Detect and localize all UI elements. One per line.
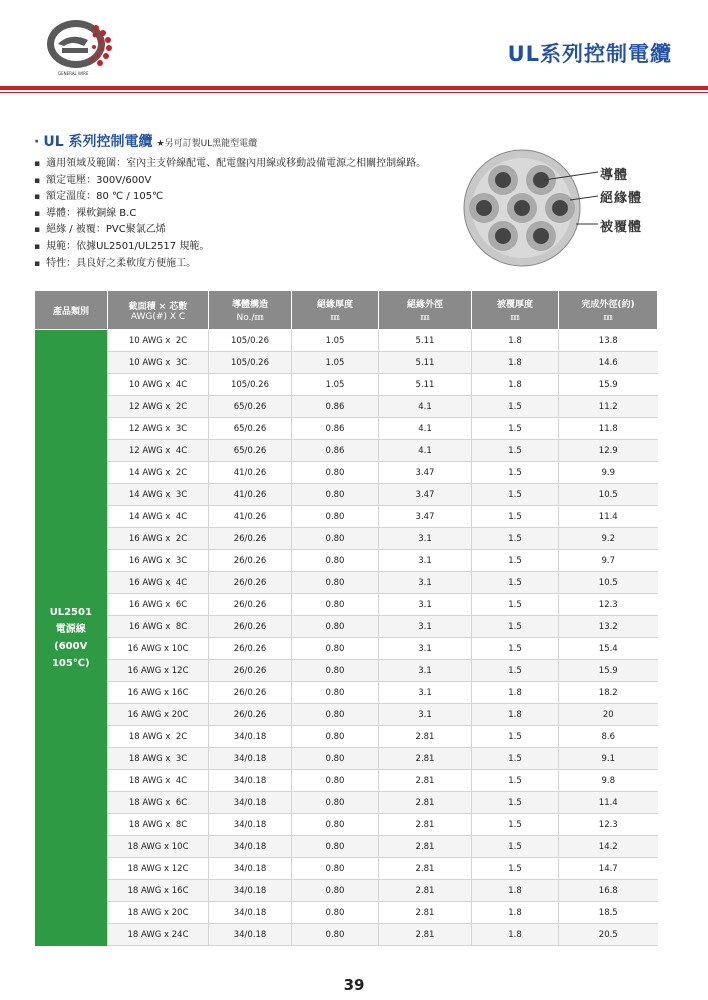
table-cell: 1.5: [472, 462, 559, 484]
table-cell: 16 AWG x 2C: [108, 528, 209, 550]
table-cell: 14.6: [559, 352, 658, 374]
table-cell: 18 AWG x 20C: [108, 902, 209, 924]
table-cell: 1.5: [472, 726, 559, 748]
table-cell: 0.80: [292, 792, 379, 814]
header-insulation-od: 絕緣外徑 ㎜: [379, 291, 472, 330]
table-cell: 2.81: [379, 814, 472, 836]
feature-item: ▪ 特性：具良好之柔軟度方便施工。: [34, 256, 426, 273]
table-cell: 34/0.18: [209, 770, 292, 792]
feature-item: ▪ 導體：裸軟銅線 B.C: [34, 206, 426, 223]
table-cell: 16 AWG x 10C: [108, 638, 209, 660]
table-cell: 65/0.26: [209, 418, 292, 440]
table-cell: 15.4: [559, 638, 658, 660]
table-cell: 16 AWG x 6C: [108, 594, 209, 616]
table-cell: 3.1: [379, 572, 472, 594]
table-cell: 26/0.26: [209, 704, 292, 726]
table-cell: 20.5: [559, 924, 658, 946]
table-row: [35, 506, 658, 528]
table-cell: 3.1: [379, 594, 472, 616]
header-insulation-thickness: 絕緣厚度 ㎜: [292, 291, 379, 330]
table-cell: 18 AWG x 12C: [108, 858, 209, 880]
table-row: [35, 704, 658, 726]
table-cell: 2.81: [379, 770, 472, 792]
table-cell: 16.8: [559, 880, 658, 902]
table-cell: 16 AWG x 12C: [108, 660, 209, 682]
table-row: [35, 836, 658, 858]
table-cell: 34/0.18: [209, 792, 292, 814]
table-cell: 18.5: [559, 902, 658, 924]
table-cell: 26/0.26: [209, 550, 292, 572]
table-cell: 3.1: [379, 704, 472, 726]
table-cell: 10.5: [559, 484, 658, 506]
table-cell: 0.80: [292, 550, 379, 572]
table-cell: 4.1: [379, 440, 472, 462]
table-row: [35, 814, 658, 836]
table-cell: 3.47: [379, 506, 472, 528]
table-cell: 0.80: [292, 704, 379, 726]
table-cell: 0.80: [292, 682, 379, 704]
table-cell: 0.80: [292, 462, 379, 484]
table-row: [35, 440, 658, 462]
table-row: [35, 726, 658, 748]
table-cell: 11.4: [559, 792, 658, 814]
table-cell: 0.80: [292, 572, 379, 594]
table-cell: 34/0.18: [209, 836, 292, 858]
table-cell: 16 AWG x 8C: [108, 616, 209, 638]
table-cell: 3.1: [379, 616, 472, 638]
table-cell: 10 AWG x 4C: [108, 374, 209, 396]
table-cell: 1.5: [472, 440, 559, 462]
table-cell: 2.81: [379, 902, 472, 924]
table-cell: 14 AWG x 3C: [108, 484, 209, 506]
table-cell: 2.81: [379, 924, 472, 946]
table-cell: 1.5: [472, 836, 559, 858]
table-row: [35, 792, 658, 814]
table-cell: 5.11: [379, 330, 472, 352]
table-cell: 16 AWG x 16C: [108, 682, 209, 704]
table-header-row: [35, 291, 658, 330]
table-cell: 9.7: [559, 550, 658, 572]
table-cell: 15.9: [559, 660, 658, 682]
table-cell: 1.5: [472, 770, 559, 792]
table-row: [35, 616, 658, 638]
table-cell: 65/0.26: [209, 396, 292, 418]
table-cell: 0.80: [292, 814, 379, 836]
table-cell: 1.8: [472, 924, 559, 946]
table-cell: 13.2: [559, 616, 658, 638]
table-cell: 1.5: [472, 506, 559, 528]
table-cell: 1.5: [472, 814, 559, 836]
table-cell: 1.5: [472, 484, 559, 506]
table-cell: 34/0.18: [209, 902, 292, 924]
table-cell: 34/0.18: [209, 880, 292, 902]
table-cell: 0.80: [292, 638, 379, 660]
table-cell: 34/0.18: [209, 924, 292, 946]
feature-item: ▪ 額定溫度：80 ℃ / 105℃: [34, 189, 426, 206]
table-cell: 4.1: [379, 396, 472, 418]
table-cell: 0.80: [292, 660, 379, 682]
table-cell: 3.1: [379, 528, 472, 550]
table-cell: 1.8: [472, 330, 559, 352]
header-category: 產品類別: [35, 291, 108, 330]
table-cell: 12 AWG x 3C: [108, 418, 209, 440]
table-cell: 18 AWG x 10C: [108, 836, 209, 858]
table-cell: 2.81: [379, 792, 472, 814]
table-cell: 18 AWG x 24C: [108, 924, 209, 946]
table-cell: 0.80: [292, 484, 379, 506]
table-cell: 3.47: [379, 462, 472, 484]
table-cell: 16 AWG x 4C: [108, 572, 209, 594]
table-cell: 18 AWG x 8C: [108, 814, 209, 836]
table-row: [35, 748, 658, 770]
table-cell: 0.80: [292, 902, 379, 924]
table-row: [35, 572, 658, 594]
table-row: [35, 594, 658, 616]
table-cell: 15.9: [559, 374, 658, 396]
table-row: [35, 330, 658, 352]
table-cell: 8.6: [559, 726, 658, 748]
table-cell: 1.5: [472, 572, 559, 594]
table-cell: 3.1: [379, 660, 472, 682]
table-row: [35, 418, 658, 440]
table-row: [35, 682, 658, 704]
table-cell: 26/0.26: [209, 682, 292, 704]
section-note: ★另可訂製UL黑龍型電纜: [156, 139, 258, 149]
callout-conductor: 導體: [600, 168, 629, 183]
table-cell: 26/0.26: [209, 638, 292, 660]
table-row: [35, 484, 658, 506]
table-cell: 26/0.26: [209, 528, 292, 550]
table-row: [35, 902, 658, 924]
callout-sheath: 被覆體: [600, 220, 643, 235]
page-number: 39: [343, 976, 365, 994]
table-cell: 0.80: [292, 924, 379, 946]
table-cell: 34/0.18: [209, 748, 292, 770]
feature-list: [34, 156, 426, 272]
table-row: [35, 880, 658, 902]
table-cell: 3.47: [379, 484, 472, 506]
table-cell: 0.86: [292, 418, 379, 440]
table-cell: 18.2: [559, 682, 658, 704]
table-cell: 11.8: [559, 418, 658, 440]
table-cell: 1.5: [472, 594, 559, 616]
table-cell: 14 AWG x 4C: [108, 506, 209, 528]
table-cell: 1.8: [472, 902, 559, 924]
table-cell: 105/0.26: [209, 374, 292, 396]
table-cell: 41/0.26: [209, 462, 292, 484]
table-row: [35, 528, 658, 550]
table-cell: 18 AWG x 2C: [108, 726, 209, 748]
table-row: [35, 858, 658, 880]
table-cell: 1.5: [472, 858, 559, 880]
feature-item: ▪ 絕緣 / 被覆：PVC聚氯乙烯: [34, 222, 426, 239]
table-cell: 105/0.26: [209, 330, 292, 352]
table-cell: 34/0.18: [209, 726, 292, 748]
page-title: UL系列控制電纜: [507, 42, 672, 66]
category-line: UL2501: [49, 606, 92, 618]
table-cell: 18 AWG x 3C: [108, 748, 209, 770]
feature-item: ▪ 規範：依據UL2501/UL2517 規範。: [34, 239, 426, 256]
table-cell: 9.1: [559, 748, 658, 770]
table-cell: 1.5: [472, 616, 559, 638]
table-cell: 1.5: [472, 396, 559, 418]
table-cell: 2.81: [379, 836, 472, 858]
table-cell: 1.5: [472, 748, 559, 770]
spec-table: [34, 290, 658, 946]
callout-insulation: 絕緣體: [600, 191, 643, 206]
table-cell: 41/0.26: [209, 484, 292, 506]
table-cell: 1.5: [472, 792, 559, 814]
table-cell: 0.80: [292, 770, 379, 792]
table-cell: 2.81: [379, 880, 472, 902]
table-cell: 12.9: [559, 440, 658, 462]
table-cell: 12.3: [559, 594, 658, 616]
table-row: [35, 550, 658, 572]
table-cell: 0.80: [292, 880, 379, 902]
table-cell: 34/0.18: [209, 858, 292, 880]
table-cell: 3.1: [379, 638, 472, 660]
table-cell: 0.86: [292, 396, 379, 418]
table-row: [35, 660, 658, 682]
table-cell: 2.81: [379, 858, 472, 880]
table-cell: 9.9: [559, 462, 658, 484]
table-cell: 1.8: [472, 880, 559, 902]
table-cell: 11.2: [559, 396, 658, 418]
category-cell: [35, 330, 108, 946]
section-title: · UL 系列控制電纜 ★另可訂製UL黑龍型電纜: [34, 134, 258, 150]
table-row: [35, 924, 658, 946]
table-cell: 16 AWG x 3C: [108, 550, 209, 572]
table-cell: 105/0.26: [209, 352, 292, 374]
table-cell: 1.8: [472, 704, 559, 726]
table-cell: 1.5: [472, 528, 559, 550]
table-cell: 1.8: [472, 374, 559, 396]
table-cell: 12.3: [559, 814, 658, 836]
table-cell: 5.11: [379, 352, 472, 374]
header-finished-od: 完成外徑(約) ㎜: [559, 291, 658, 330]
table-cell: 1.05: [292, 330, 379, 352]
table-cell: 34/0.18: [209, 814, 292, 836]
table-cell: 18 AWG x 16C: [108, 880, 209, 902]
table-cell: 26/0.26: [209, 660, 292, 682]
table-cell: 3.1: [379, 682, 472, 704]
table-cell: 0.80: [292, 726, 379, 748]
table-cell: 26/0.26: [209, 594, 292, 616]
table-cell: 10 AWG x 3C: [108, 352, 209, 374]
svg-text:GENERAL WIRE: GENERAL WIRE: [58, 71, 89, 76]
table-cell: 1.05: [292, 374, 379, 396]
table-row: [35, 374, 658, 396]
header-conductor: 導體構造 No./㎜: [209, 291, 292, 330]
category-line: (600V: [54, 640, 88, 652]
table-cell: 20: [559, 704, 658, 726]
table-cell: 14 AWG x 2C: [108, 462, 209, 484]
table-row: [35, 638, 658, 660]
table-cell: 0.86: [292, 440, 379, 462]
table-cell: 0.80: [292, 506, 379, 528]
table-cell: 1.5: [472, 638, 559, 660]
table-cell: 16 AWG x 20C: [108, 704, 209, 726]
table-cell: 9.8: [559, 770, 658, 792]
table-cell: 0.80: [292, 748, 379, 770]
table-cell: 10.5: [559, 572, 658, 594]
company-logo: [40, 14, 124, 80]
table-row: [35, 770, 658, 792]
table-cell: 14.7: [559, 858, 658, 880]
table-cell: 0.80: [292, 616, 379, 638]
table-cell: 3.1: [379, 550, 472, 572]
table-cell: 1.8: [472, 682, 559, 704]
table-cell: 41/0.26: [209, 506, 292, 528]
table-cell: 2.81: [379, 748, 472, 770]
header-divider: [0, 86, 708, 90]
table-cell: 12 AWG x 4C: [108, 440, 209, 462]
table-cell: 18 AWG x 4C: [108, 770, 209, 792]
feature-item: ▪ 適用領域及範圍：室內主支幹線配電、配電盤內用線或移動設備電源之相關控制線路。: [34, 156, 426, 173]
table-cell: 1.5: [472, 418, 559, 440]
table-cell: 1.5: [472, 550, 559, 572]
feature-item: ▪ 額定電壓：300V/600V: [34, 173, 426, 190]
category-line: 電源線: [55, 623, 86, 635]
table-cell: 0.80: [292, 528, 379, 550]
table-cell: 12 AWG x 2C: [108, 396, 209, 418]
table-cell: 1.8: [472, 352, 559, 374]
page-header: [0, 0, 708, 100]
table-cell: 26/0.26: [209, 572, 292, 594]
table-cell: 1.5: [472, 660, 559, 682]
table-row: [35, 462, 658, 484]
table-cell: 11.4: [559, 506, 658, 528]
table-cell: 14.2: [559, 836, 658, 858]
table-cell: 2.81: [379, 726, 472, 748]
table-row: [35, 396, 658, 418]
table-cell: 0.80: [292, 858, 379, 880]
table-cell: 4.1: [379, 418, 472, 440]
table-cell: 18 AWG x 6C: [108, 792, 209, 814]
header-divider-thin: [0, 92, 708, 93]
table-cell: 26/0.26: [209, 616, 292, 638]
table-cell: 13.8: [559, 330, 658, 352]
table-cell: 65/0.26: [209, 440, 292, 462]
table-cell: 9.2: [559, 528, 658, 550]
table-cell: 0.80: [292, 836, 379, 858]
header-sheath-thickness: 被覆厚度 ㎜: [472, 291, 559, 330]
table-cell: 10 AWG x 2C: [108, 330, 209, 352]
table-cell: 5.11: [379, 374, 472, 396]
table-cell: 1.05: [292, 352, 379, 374]
category-line: 105℃): [51, 657, 90, 669]
table-cell: 0.80: [292, 594, 379, 616]
table-row: [35, 352, 658, 374]
header-size: 截面積 × 芯數 AWG(#) X C: [108, 291, 209, 330]
